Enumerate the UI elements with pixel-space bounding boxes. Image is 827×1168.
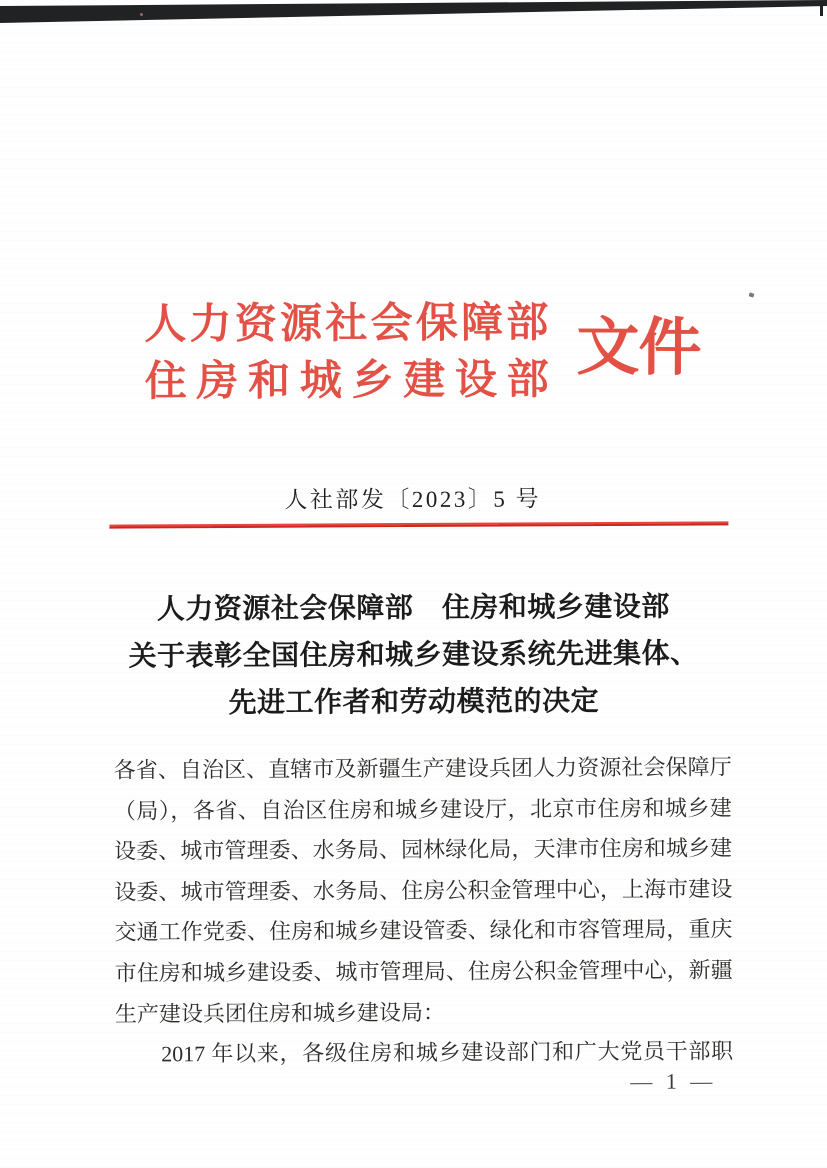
body-line: 市住房和城乡建设委、城市管理局、住房公积金管理中心，新疆: [114, 957, 733, 986]
body-line-salutation-end: 生产建设兵团住房和城乡建设局：: [114, 999, 446, 1027]
document-type-label: 文件: [576, 312, 701, 384]
red-separator-rule: [109, 521, 728, 528]
body-line: （局），各省、自治区住房和城乡建设厅，北京市住房和城乡建: [113, 794, 732, 824]
body-line: 交通工作党委、住房和城乡建设管委、绿化和市容管理局，重庆: [114, 916, 733, 945]
body-line-paragraph-start: 2017 年以来，各级住房和城乡建设部门和广大党员干部职: [161, 1038, 734, 1067]
issuing-agencies: [144, 295, 549, 411]
body-line: 设委、城市管理委、水务局、园林绿化局，天津市住房和城乡建: [114, 835, 733, 864]
title-line-2: 关于表彰全国住房和城乡建设系统先进集体、: [128, 638, 699, 673]
document-number: 人社部发〔2023〕5 号: [284, 486, 542, 513]
title-line-3: 先进工作者和劳动模范的决定: [228, 686, 600, 719]
issuer-name-line2: 住房和城乡建设部: [144, 357, 549, 406]
letterhead: [144, 294, 701, 411]
document-body: [114, 747, 734, 1075]
document-title: [0, 583, 827, 728]
issuer-name-line1: 人力资源社会保障部: [144, 300, 549, 349]
body-line: 各省、自治区、直辖市及新疆生产建设兵团人力资源社会保障厅: [113, 754, 732, 783]
title-line-1: 人力资源社会保障部 住房和城乡建设部: [156, 591, 670, 626]
page-number: — 1 —: [630, 1068, 713, 1094]
body-line: 设委、城市管理委、水务局、住房公积金管理中心，上海市建设: [114, 876, 733, 905]
